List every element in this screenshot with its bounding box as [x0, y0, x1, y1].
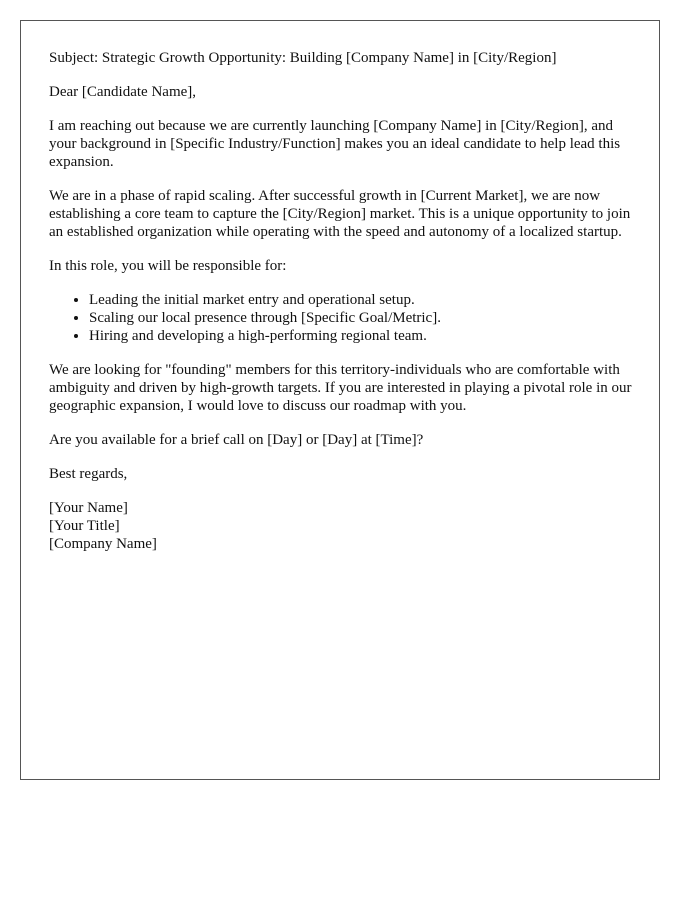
letter-body	[49, 49, 639, 569]
signoff: Best regards,	[49, 466, 128, 482]
signature-company: [Company Name]	[49, 536, 157, 552]
paragraph-intro: I am reaching out because we are currently launching [Company Name] in [City/Region], and your background in [Specific Industry/Function] makes you an ideal candidate to help lead this expansion.	[49, 118, 621, 170]
paragraph-call: Are you available for a brief call on [Day] or [Day] at [Time]?	[49, 432, 424, 448]
list-item: • Hiring and developing a high-performing regional team.	[89, 327, 639, 345]
letter-page	[20, 20, 660, 780]
signature-title: [Your Title]	[49, 518, 120, 534]
paragraph-founding: We are looking for "founding" members for this territory-individuals who are comfortable with ambiguity and driven by high-growth targets. If you are interested in playing a pivotal role in our geographic expansion, I would love to discuss our roadmap with you.	[49, 362, 632, 414]
paragraph-scaling: We are in a phase of rapid scaling. After successful growth in [Current Market], we are now establishing a core team to capture the [City/Region] market. This is a unique opportunity to join an established organization while operating with the speed and autonomy of a localized startup.	[49, 188, 631, 240]
signature-name: [Your Name]	[49, 500, 128, 516]
responsibilities-list	[49, 291, 639, 345]
list-item: • Leading the initial market entry and operational setup.	[89, 291, 639, 309]
signature-block	[49, 499, 639, 553]
paragraph-role-intro: In this role, you will be responsible for:	[49, 258, 287, 274]
subject-line: Subject: Strategic Growth Opportunity: Building [Company Name] in [City/Region]	[49, 50, 557, 66]
salutation: Dear [Candidate Name],	[49, 84, 197, 100]
list-item: • Scaling our local presence through [Specific Goal/Metric].	[89, 309, 639, 327]
